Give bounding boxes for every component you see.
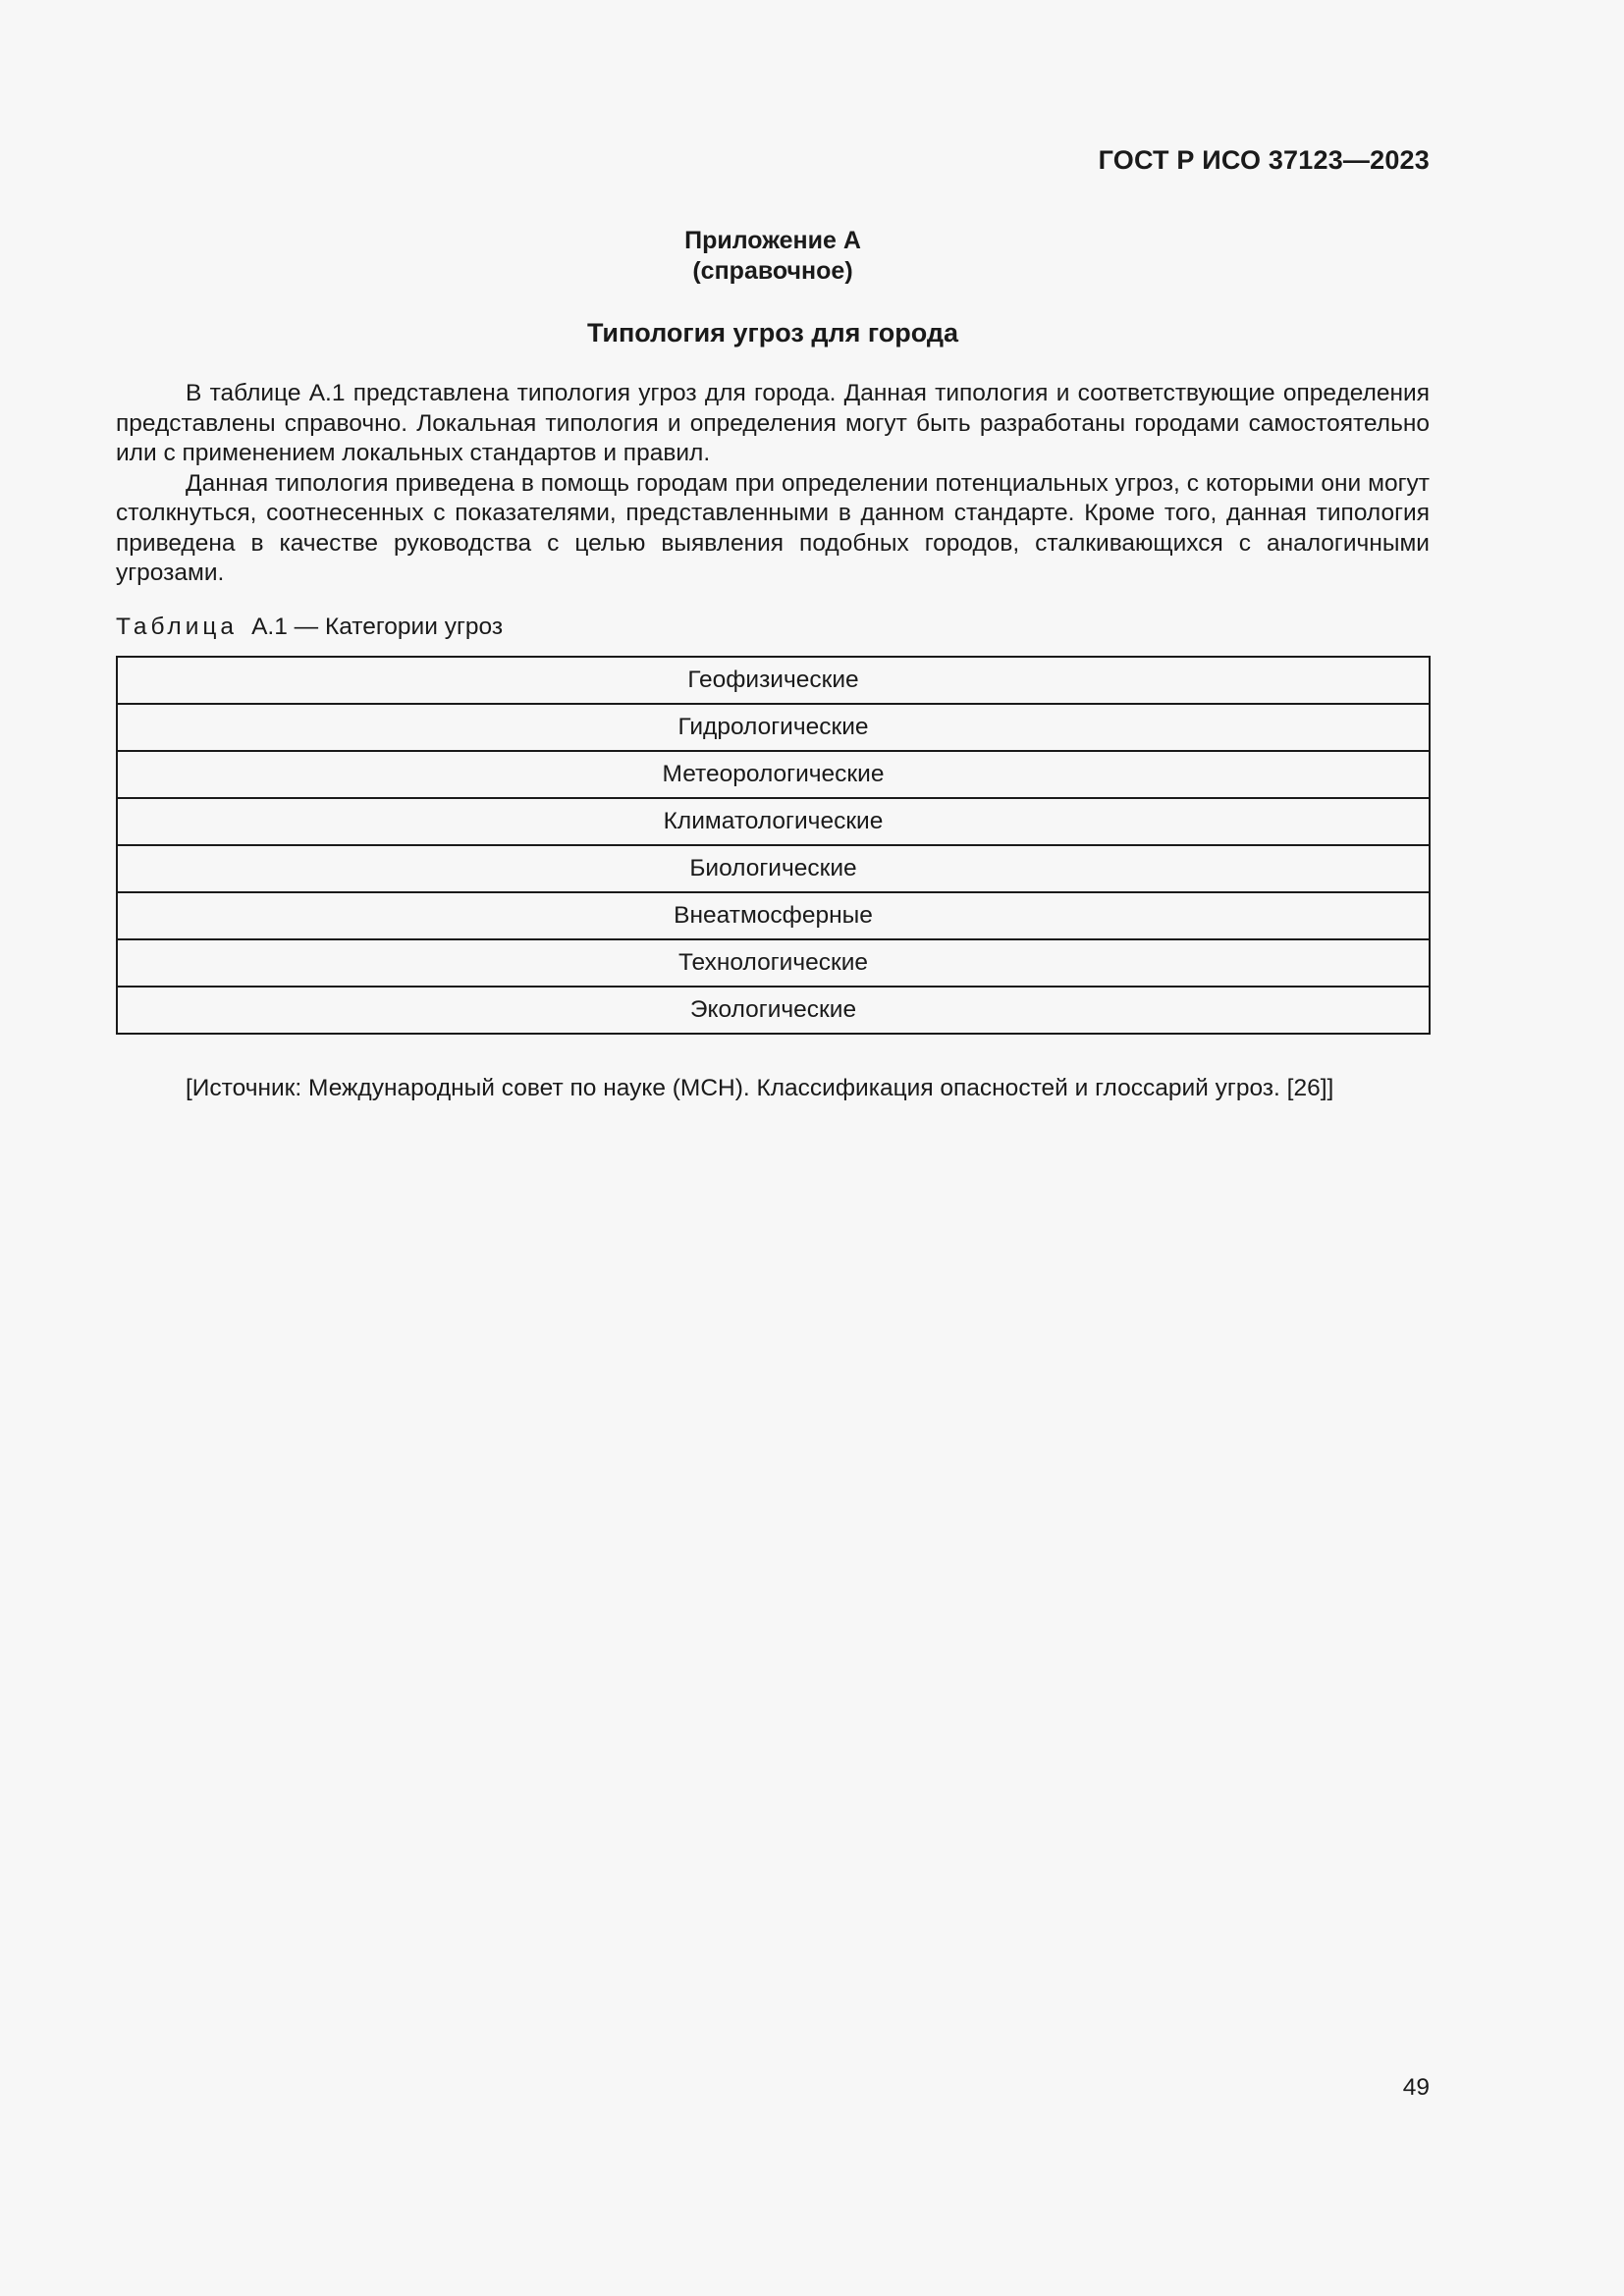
table-caption-label: Таблица [116, 614, 239, 640]
table-row [117, 798, 1430, 845]
paragraph: Данная типология приведена в помощь городам при определении потенциальных угроз, с которыми они могут столкнуться, соотнесенных с показателями, представленными в данном стандарте. Кроме того, данная типология приведена в качестве руководства с целью выявления подобных городов, сталкивающихся с аналогичными угрозами. [116, 469, 1430, 586]
annex-label: Приложение А [684, 227, 861, 254]
table-row [117, 751, 1430, 798]
source-note: [Источник: Международный совет по науке (МСН). Классификация опасностей и глоссарий угроз. [26]] [186, 1075, 1334, 1101]
annex-status: (справочное) [692, 257, 853, 285]
table-cell: Биологические [117, 845, 1430, 892]
table-row [117, 657, 1430, 704]
document-code: ГОСТ Р ИСО 37123—2023 [1098, 145, 1430, 175]
body-text [116, 379, 1430, 589]
table-cell: Геофизические [117, 657, 1430, 704]
annex-heading [116, 226, 1430, 287]
table-row [117, 845, 1430, 892]
table-cell: Экологические [117, 987, 1430, 1034]
table-cell: Внеатмосферные [117, 892, 1430, 939]
table-cell: Метеорологические [117, 751, 1430, 798]
table-caption-text: А.1 — Категории угроз [251, 614, 504, 640]
table-cell: Технологические [117, 939, 1430, 987]
page-number: 49 [1402, 2074, 1430, 2101]
table-row [117, 892, 1430, 939]
table-cell: Гидрологические [117, 704, 1430, 751]
table-row [117, 987, 1430, 1034]
table-row [117, 939, 1430, 987]
table-row [117, 704, 1430, 751]
annex-title: Типология угроз для города [586, 318, 959, 347]
table-cell: Климатологические [117, 798, 1430, 845]
paragraph: В таблице А.1 представлена типология угроз для города. Данная типология и соответствующие определения представлены справочно. Локальная типология и определения могут быть разработаны городами самостоятельно или с применением локальных стандартов и правил. [116, 380, 1430, 466]
table-caption [116, 613, 503, 642]
threat-categories-table [116, 656, 1431, 1035]
